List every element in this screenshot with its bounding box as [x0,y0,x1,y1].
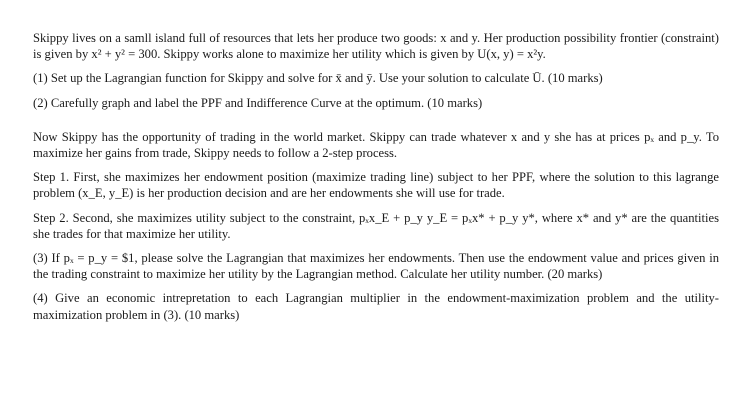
paragraph-step-1: Step 1. First, she maximizes her endowment position (maximize trading line) subject to her PPF, where the solution to this lagrange problem (x_E, y_E) is her production decision and are her endowments she will use for trade. [33,170,719,201]
paragraph-intro: Skippy lives on a samll island full of resources that lets her produce two goods: x and y. Her production possibility frontier (constraint) is given by x² + y² = 300. Skippy works alone to maximize her utility which is given by U(x, y) = x²y. [33,31,719,62]
paragraph-question-2: (2) Carefully graph and label the PPF and Indifference Curve at the optimum. (10 marks) [33,95,483,110]
paragraph-trade-intro: Now Skippy has the opportunity of trading in the world market. Skippy can trade whatever x and y she has at prices pₓ and p_y. To maximize her gains from trade, Skippy needs to follow a 2-step process. [33,129,719,161]
paragraph-question-3: (3) If pₓ = p_y = $1, please solve the Lagrangian that maximizes her endowments. Then use the endowment value and prices given in the trading constraint to maximize her utility by the Lagrangian method. Calculate her utility number. (20 marks) [33,251,719,282]
paragraph-question-4: (4) Give an economic intrepretation to each Lagrangian multiplier in the endowment-maximization problem and the utility-maximization problem in (3). (10 marks) [33,291,719,322]
problem-document [33,30,719,331]
paragraph-step-2: Step 2. Second, she maximizes utility subject to the constraint, pₓx_E + p_y y_E = pₓx* + p_y y*, where x* and y* are the quantities she trades for that maximize her utility. [33,210,719,241]
paragraph-question-1: (1) Set up the Lagrangian function for Skippy and solve for x̄ and ȳ. Use your solution to calculate Ū. (10 marks) [33,71,603,86]
